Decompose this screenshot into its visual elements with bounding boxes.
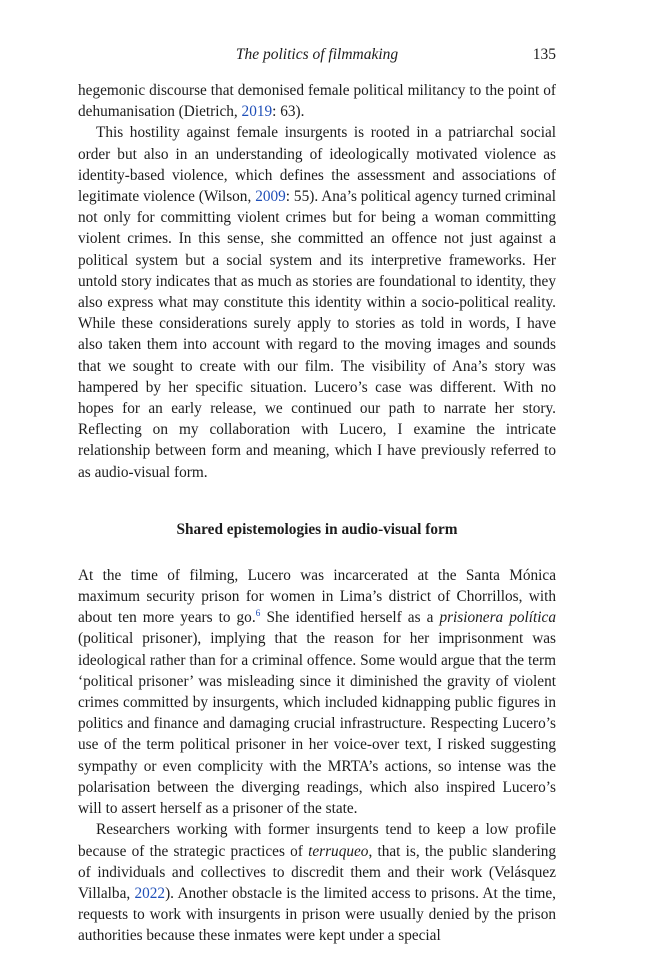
- running-head: [78, 46, 556, 70]
- paragraph: [78, 565, 556, 819]
- text-run: (political prisoner), implying that the reason for her imprisonment was ideological rather than for a criminal offence. Some would argue that the term ‘political prisoner’ was misleading since it diminished the gravity of violent crimes committed by insurgents, which included kidnapping public figures in politics and finance and damaging crucial infrastructure. Respecting Lucero’s use of the term political prisoner in her voice-over text, I risked suggesting sympathy or even complicity with the MRTA’s actions, so intense was the polarisation between the diverging readings, which also inspired Lucero’s will to assert herself as a prisoner of the state.: [78, 630, 556, 818]
- running-head-title: The politics of filmmaking: [235, 46, 399, 63]
- paragraph: [78, 819, 556, 946]
- text-run: : 63).: [272, 103, 305, 121]
- citation-link-2019[interactable]: 2019: [241, 103, 273, 121]
- paragraph: [78, 122, 556, 482]
- text-run: At the time of filming, Lucero was incarcerated at the Santa Mónica maximum security prison for women in Lima’s district of Chorrillos, with about ten more years to go.: [78, 566, 556, 627]
- text-run: : 55). Ana’s political agency turned criminal not only for committing violent crimes but for being a woman committing violent crimes. In this sense, she committed an offence not just against a political system but a social system and its interpretive frameworks. Her untold story indicates that as much as stories are foundational to identity, they also express what may constitute this identity within a socio-political reality. While these considerations surely apply to stories as told in words, I have also taken them into account with regard to the moving images and sounds that we sought to create with our film. The visibility of Ana’s story was hampered by her specific situation. Lucero’s case was different. With no hopes for an early release, we continued our path to narrate her story. Reflecting on my collaboration with Lucero, I examine the intricate relationship between form and meaning, which I have previously referred to as audio-visual form.: [78, 188, 556, 481]
- text-run: This hostility against female insurgents is rooted in a patriarchal social order but also in an understanding of ideologically motivated violence as identity-based violence, which defines the assessment and associations of legitimate violence (Wilson,: [78, 124, 556, 206]
- italic-term: terruqueo: [308, 842, 369, 860]
- text-run: hegemonic discourse that demonised female political militancy to the point of dehumanisation (Dietrich,: [78, 82, 556, 121]
- text-run: ). Another obstacle is the limited access to prisons. At the time, requests to work with insurgents in prison were usually denied by the prison authorities because these inmates were kept under a special: [78, 884, 556, 945]
- text-run: Researchers working with former insurgents tend to keep a low profile because of the strategic practices of: [78, 821, 556, 860]
- citation-link-2009[interactable]: 2009: [255, 188, 286, 206]
- text-run: , that is, the public slandering of individuals and collectives to discredit them and their work (Velásquez Villalba,: [78, 842, 556, 902]
- italic-term: prisionera política: [439, 609, 556, 627]
- footnote-link-6[interactable]: 6: [255, 609, 261, 620]
- text-run: She identified herself as a: [260, 609, 440, 627]
- section-heading: Shared epistemologies in audio-visual form: [176, 520, 458, 538]
- paragraph: [78, 80, 556, 122]
- citation-link-2022[interactable]: 2022: [134, 884, 166, 902]
- page-number: 135: [532, 46, 556, 63]
- body-text: [78, 80, 556, 947]
